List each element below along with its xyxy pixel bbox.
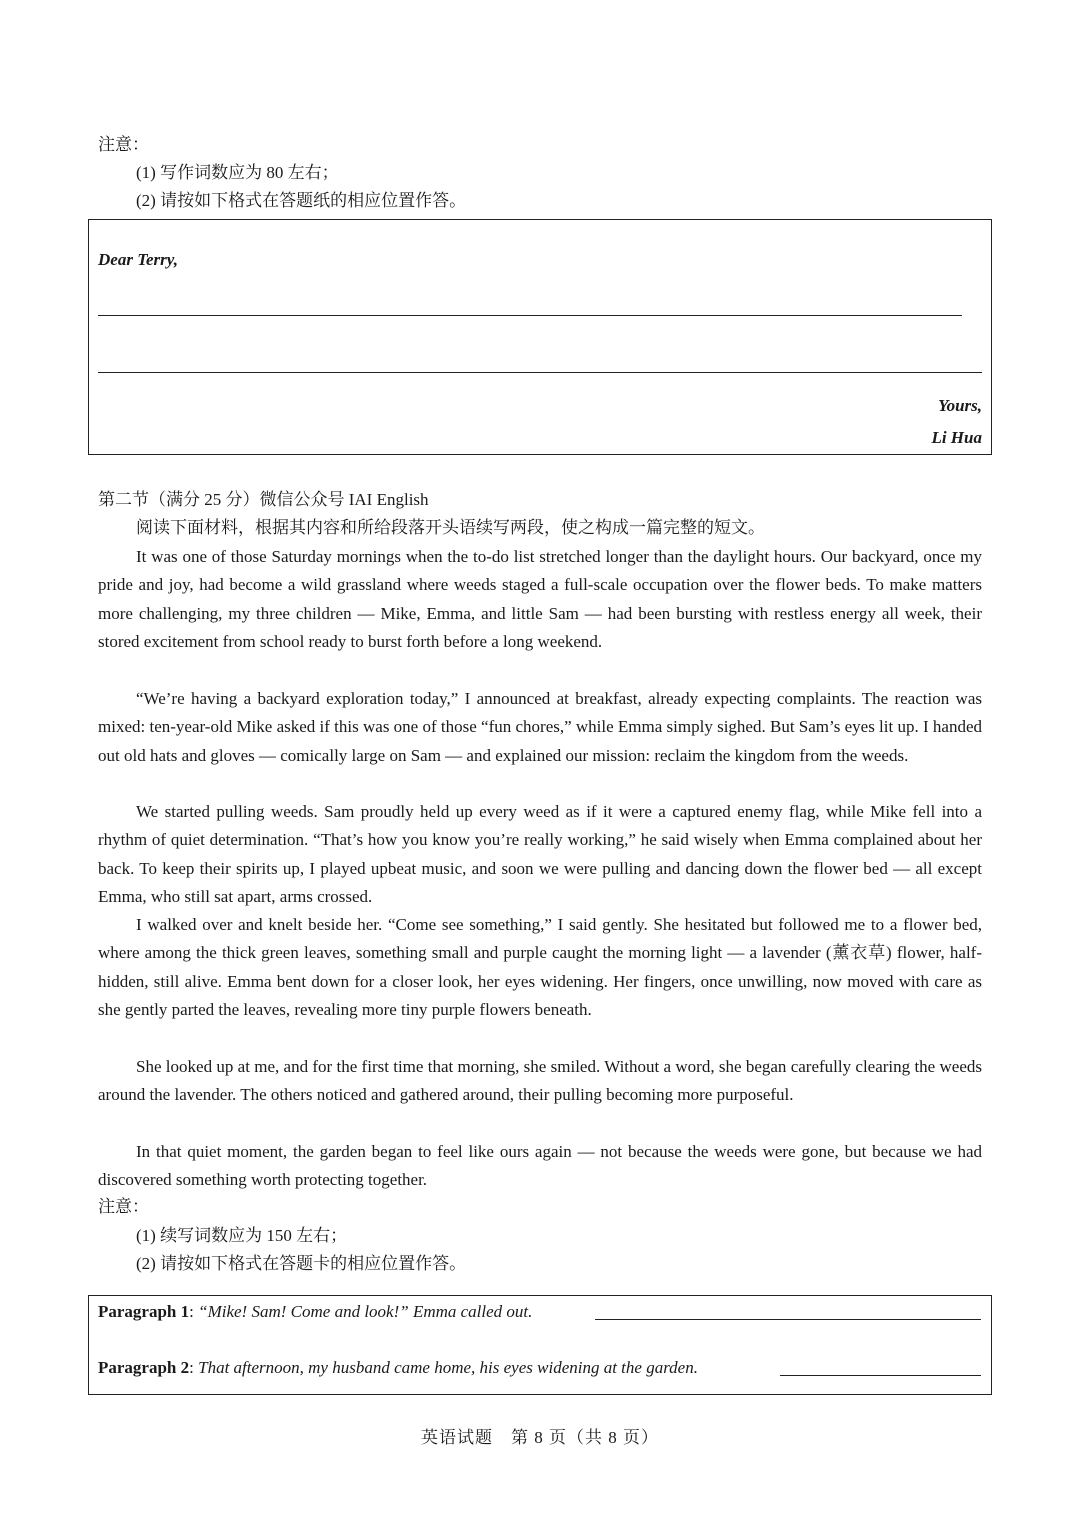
letter-answer-box bbox=[88, 219, 992, 455]
letter-signature: Li Hua bbox=[931, 428, 982, 447]
section2-instruction: 阅读下面材料，根据其内容和所给段落开头语续写两段，使之构成一篇完整的短文。 bbox=[136, 518, 765, 537]
continuation-answer-box bbox=[88, 1295, 992, 1395]
notes-heading: 注意： bbox=[98, 135, 149, 154]
note-item-1: (1) 写作词数应为 80 左右； bbox=[136, 163, 339, 182]
letter-salutation: Dear Terry, bbox=[98, 250, 178, 269]
paragraph-2-label: Paragraph 2 bbox=[98, 1358, 190, 1377]
note-item-2: (2) 请按如下格式在答题纸的相应位置作答。 bbox=[136, 191, 467, 210]
paragraph-1-label: Paragraph 1 bbox=[98, 1302, 190, 1321]
note-item-4: (2) 请按如下格式在答题卡的相应位置作答。 bbox=[136, 1254, 467, 1273]
answer-line-1[interactable] bbox=[98, 315, 962, 316]
story-paragraph-4: I walked over and knelt beside her. “Come see something,” I said gently. She hesitated but followed me to a flower bed, where among the thick green leaves, something small and purple caught the morning light — a lavender (薰衣草) flower, half-hidden, still alive. Emma bent down for a closer look, her eyes widening. Her fingers, once unwilling, now moved with care as she gently parted the leaves, revealing more tiny purple flowers beneath. bbox=[98, 915, 982, 1020]
paragraph-2-prompt bbox=[98, 1354, 698, 1382]
paragraph-2-opening: That afternoon, my husband came home, his eyes widening at the garden. bbox=[198, 1358, 698, 1377]
story-paragraph-1: It was one of those Saturday mornings when the to-do list stretched longer than the daylight hours. Our backyard, once my pride and joy, had become a wild grassland where weeds staged a full-scale occupation over the flower beds. To make matters more challenging, my three children — Mike, Emma, and little Sam — had been bursting with restless energy all week, their stored excitement from school ready to burst forth before a long weekend. bbox=[98, 547, 982, 652]
answer-line-2[interactable] bbox=[98, 372, 982, 373]
note-item-3: (1) 续写词数应为 150 左右； bbox=[136, 1226, 348, 1245]
paragraph-1-prompt bbox=[98, 1298, 532, 1326]
story-paragraph-2: “We’re having a backyard exploration today,” I announced at breakfast, already expecting complaints. The reaction was mixed: ten-year-old Mike asked if this was one of those “fun chores,” while Emma simply sighed. But Sam’s eyes lit up. I handed out old hats and gloves — comically large on Sam — and explained our mission: reclaim the kingdom from the weeds. bbox=[98, 689, 982, 765]
story-paragraph-5: She looked up at me, and for the first time that morning, she smiled. Without a word, she began carefully clearing the weeds around the lavender. The others noticed and gathered around, their pulling becoming more purposeful. bbox=[98, 1057, 982, 1105]
notes-heading-2: 注意： bbox=[98, 1197, 149, 1216]
paragraph-1-blank[interactable] bbox=[595, 1319, 981, 1320]
paragraph-2-separator: : bbox=[189, 1358, 199, 1377]
paragraph-1-opening: “Mike! Sam! Come and look!” Emma called out. bbox=[198, 1302, 533, 1321]
letter-closing: Yours, bbox=[938, 396, 982, 415]
story-paragraph-3: We started pulling weeds. Sam proudly held up every weed as if it were a captured enemy flag, while Mike fell into a rhythm of quiet determination. “That’s how you know you’re really working,” he said wisely when Emma complained about her back. To keep their spirits up, I played upbeat music, and soon we were pulling and dancing down the flower bed — all except Emma, who still sat apart, arms crossed. bbox=[98, 802, 982, 907]
page-footer: 英语试题 第 8 页（共 8 页） bbox=[421, 1428, 659, 1447]
paragraph-2-blank[interactable] bbox=[780, 1375, 981, 1376]
paragraph-1-separator: : bbox=[189, 1302, 199, 1321]
section2-heading: 第二节（满分 25 分）微信公众号 IAI English bbox=[98, 490, 429, 509]
story-paragraph-6: In that quiet moment, the garden began to feel like ours again — not because the weeds were gone, but because we had discovered something worth protecting together. bbox=[98, 1142, 982, 1190]
